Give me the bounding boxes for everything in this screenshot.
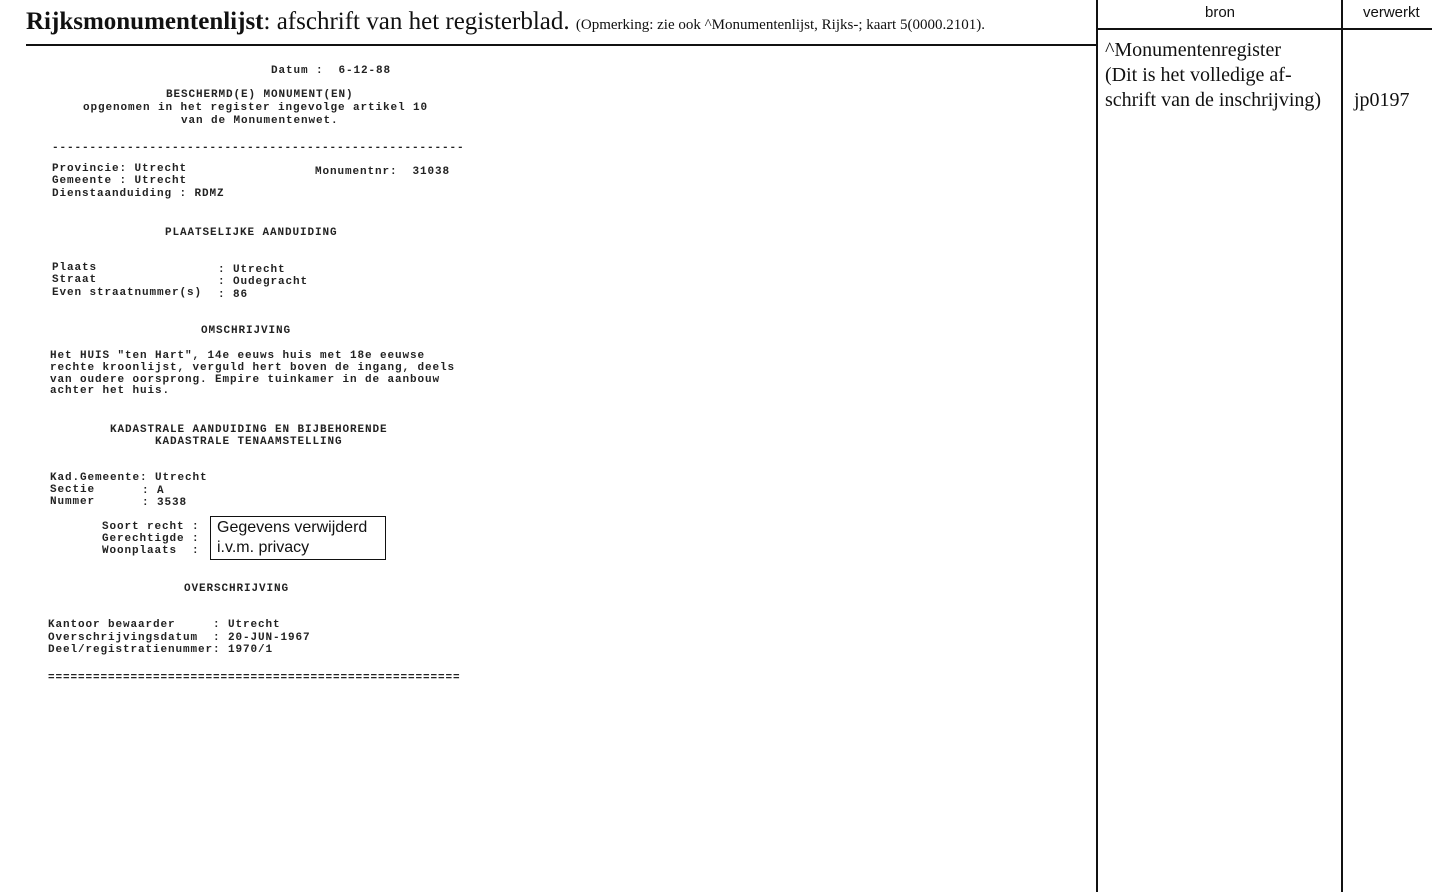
column-header-bron: bron [1205,4,1236,21]
straatnummer-value: : 86 [218,289,249,301]
kadaster-heading-2: KADASTRALE TENAAMSTELLING [155,436,343,448]
dash-divider: ------------------------------------------------------- [52,142,465,154]
plaats-value: : Utrecht [218,264,286,276]
omschrijving-line: van oudere oorsprong. Empire tuinkamer in de aanbouw [50,374,441,386]
gerechtigde-label: Gerechtigde : [102,533,200,545]
kad-gemeente: Kad.Gemeente: Utrecht [50,472,208,484]
plaats-label: Plaats [52,262,98,274]
dienstaanduiding: Dienstaanduiding : RDMZ [52,188,225,200]
title-rest: : afschrift van het registerblad. [263,8,570,35]
bron-line: (Dit is het volledige af- [1105,64,1292,86]
overschrijving-heading: OVERSCHRIJVING [184,583,290,595]
woonplaats-label: Woonplaats : [102,545,200,557]
monumentnr: Monumentnr: 31038 [315,166,451,178]
heading-beschermd: BESCHERMD(E) MONUMENT(EN) [166,89,354,101]
straatnummer-label: Even straatnummer(s) [52,287,203,299]
plaatselijke-heading: PLAATSELIJKE AANDUIDING [165,227,338,239]
verwerkt-code: jp0197 [1354,89,1410,111]
omschrijving-line: rechte kroonlijst, verguld hert boven de ingang, deels [50,362,456,374]
page-title [26,8,985,36]
straat-value: : Oudegracht [218,276,309,288]
title-note: (Opmerking: zie ook ^Monumentenlijst, Rijks-; kaart 5(0000.2101). [575,17,985,33]
registratienummer: Deel/registratienummer: 1970/1 [48,644,274,656]
column-header-verwerkt: verwerkt [1363,4,1420,21]
omschrijving-line: achter het huis. [50,385,171,397]
bron-line: ^Monumentenregister [1105,39,1282,61]
sectie-label: Sectie [50,484,96,496]
kadaster-heading: KADASTRALE AANDUIDING EN BIJBEHORENDE [110,424,388,436]
column-header-line [1097,28,1432,30]
omschrijving-heading: OMSCHRIJVING [201,325,292,337]
nummer-value: : 3538 [142,497,188,509]
bron-line: schrift van de inschrijving) [1105,89,1322,111]
kantoor-bewaarder: Kantoor bewaarder : Utrecht [48,619,281,631]
heading-opgenomen: opgenomen in het register ingevolge artikel 10 [83,102,429,114]
column-divider [1341,0,1343,892]
title-bold: Rijksmonumentenlijst [26,8,264,35]
title-underline [26,44,1097,46]
omschrijving-line: Het HUIS "ten Hart", 14e eeuws huis met 18e eeuwse [50,350,426,362]
bron-text [1105,38,1321,113]
sectie-value: : A [142,485,165,497]
privacy-redaction-box: Gegevens verwijderd i.v.m. privacy [210,516,386,560]
heading-monumentenwet: van de Monumentenwet. [181,115,339,127]
overschrijvingsdatum: Overschrijvingsdatum : 20-JUN-1967 [48,632,311,644]
datum: Datum : 6-12-88 [271,65,392,77]
column-divider [1096,0,1098,892]
gemeente: Gemeente : Utrecht [52,175,188,187]
straat-label: Straat [52,274,98,286]
nummer-label: Nummer [50,496,96,508]
soort-recht-label: Soort recht : [102,521,200,533]
equals-divider: ======================================================= [48,672,461,684]
provincie: Provincie: Utrecht [52,163,188,175]
